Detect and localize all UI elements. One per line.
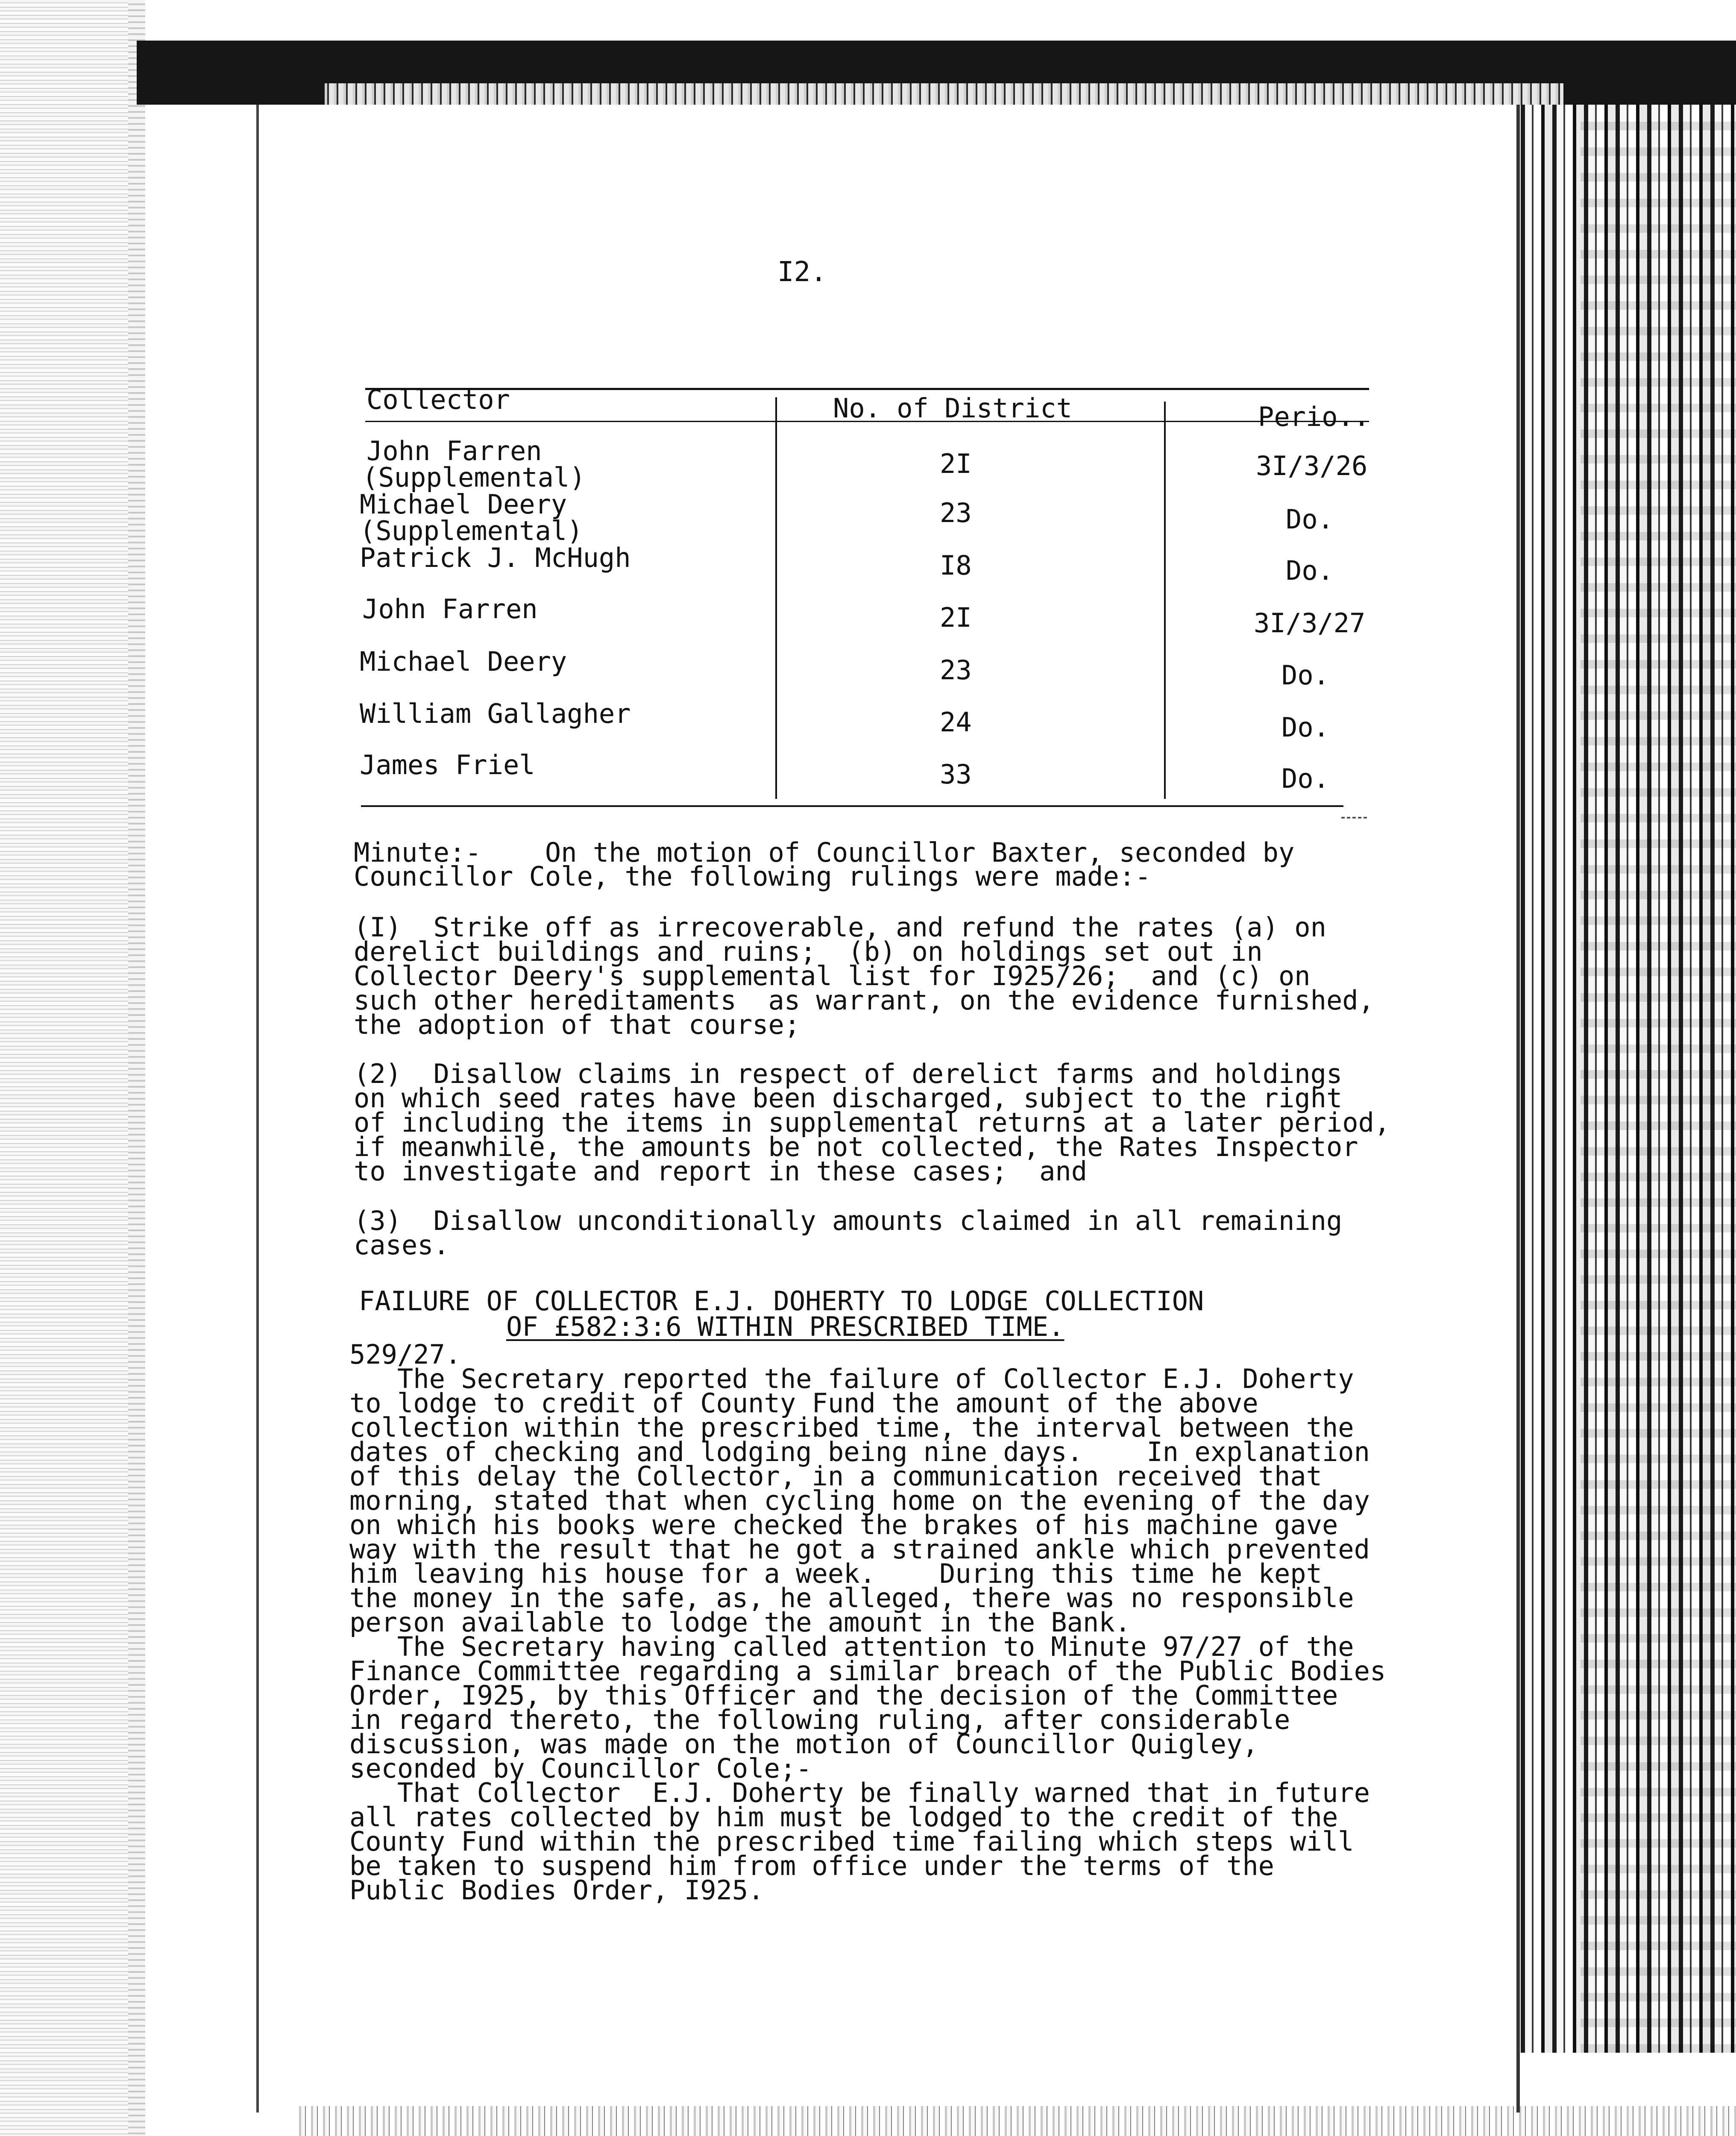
body-line: morning, stated that when cycling home on the evening of the day bbox=[349, 1485, 1370, 1516]
body-line: Finance Committee regarding a similar breach of the Public Bodies bbox=[349, 1655, 1386, 1687]
header-collector: Collector bbox=[367, 384, 510, 415]
row5-district: 23 bbox=[940, 654, 972, 686]
row6-period: Do. bbox=[1281, 712, 1329, 743]
ruling-line: (I) Strike off as irrecoverable, and refund the rates (a) on bbox=[354, 912, 1326, 943]
body-line: Order, I925, by this Officer and the decision of the Committee bbox=[349, 1680, 1338, 1711]
ruling-line: the adoption of that course; bbox=[354, 1009, 801, 1040]
row6-collector: William Gallagher bbox=[360, 698, 631, 729]
ruling-line: if meanwhile, the amounts be not collected, the Rates Inspector bbox=[354, 1131, 1358, 1162]
ruling-line: to investigate and report in these cases; and bbox=[354, 1156, 1088, 1187]
row6-district: 24 bbox=[940, 707, 972, 738]
ruling-line: Collector Deery's supplemental list for I925/26; and (c) on bbox=[354, 960, 1311, 992]
body-line: discussion, was made on the motion of Councillor Quigley, bbox=[349, 1728, 1258, 1760]
page-edge-right bbox=[1516, 105, 1520, 2113]
table-divider-2 bbox=[1164, 402, 1166, 799]
minute-line: Councillor Cole, the following rulings were made:- bbox=[354, 861, 1151, 892]
row7-collector: James Friel bbox=[360, 749, 535, 780]
row4-district: 2I bbox=[940, 602, 972, 633]
row2-collector-note: (Supplemental) bbox=[360, 515, 583, 546]
body-line: dates of checking and lodging being nine days. In explanation bbox=[349, 1436, 1370, 1467]
body-line: Public Bodies Order, I925. bbox=[349, 1875, 764, 1906]
body-line: seconded by Councillor Cole;- bbox=[349, 1753, 812, 1784]
body-line: in regard thereto, the following ruling, after considerable bbox=[349, 1704, 1290, 1735]
body-line: all rates collected by him must be lodged to the credit of the bbox=[349, 1802, 1338, 1833]
table-top-rule bbox=[365, 388, 1369, 390]
ruling-line: derelict buildings and ruins; (b) on holdings set out in bbox=[354, 936, 1263, 967]
row4-period: 3I/3/27 bbox=[1254, 607, 1366, 639]
row5-collector: Michael Deery bbox=[360, 646, 567, 677]
page-number: I2. bbox=[777, 256, 827, 288]
body-line: That Collector E.J. Doherty be finally warned that in future bbox=[349, 1777, 1370, 1808]
row2-collector: Michael Deery bbox=[360, 489, 567, 520]
body-line: the money in the safe, as, he alleged, there was no responsible bbox=[349, 1582, 1354, 1614]
body-line: The Secretary reported the failure of Collector E.J. Doherty bbox=[349, 1363, 1354, 1394]
body-line: of this delay the Collector, in a communication received that bbox=[349, 1461, 1322, 1492]
table-bottom-dash bbox=[1341, 817, 1367, 819]
scan-edge-top-light bbox=[325, 83, 1563, 105]
body-line: collection within the prescribed time, the interval between the bbox=[349, 1412, 1354, 1443]
row3-district: I8 bbox=[940, 550, 972, 581]
body-line: way with the result that he got a strained ankle which prevented bbox=[349, 1534, 1370, 1565]
header-period: Perio.. bbox=[1258, 401, 1370, 432]
scan-edge-left-inner bbox=[128, 0, 145, 2136]
scan-edge-bottom bbox=[299, 2106, 1736, 2136]
row5-period: Do. bbox=[1281, 660, 1329, 691]
row4-collector: John Farren bbox=[362, 593, 538, 625]
minute-line: Minute:- On the motion of Councillor Baxter, seconded by bbox=[354, 837, 1295, 868]
row3-collector: Patrick J. McHugh bbox=[360, 542, 631, 573]
row7-period: Do. bbox=[1281, 763, 1329, 794]
body-line: to lodge to credit of County Fund the amount of the above bbox=[349, 1388, 1258, 1419]
row2-district: 23 bbox=[940, 497, 972, 528]
table-divider-1 bbox=[775, 397, 777, 799]
scan-edge-left bbox=[0, 0, 128, 2136]
row1-collector-note: (Supplemental) bbox=[362, 462, 586, 493]
ruling-line: cases. bbox=[354, 1229, 449, 1261]
heading-line-2: OF £582:3:6 WITHIN PRESCRIBED TIME. bbox=[506, 1311, 1064, 1342]
body-line: The Secretary having called attention to Minute 97/27 of the bbox=[349, 1631, 1354, 1662]
ruling-line: (2) Disallow claims in respect of derelict farms and holdings bbox=[354, 1058, 1343, 1089]
minute-reference: 529/27. bbox=[349, 1339, 461, 1370]
body-line: be taken to suspend him from office under the terms of the bbox=[349, 1850, 1274, 1881]
body-line: person available to lodge the amount in the Bank. bbox=[349, 1607, 1131, 1638]
ruling-line: (3) Disallow unconditionally amounts claimed in all remaining bbox=[354, 1205, 1343, 1236]
row2-period: Do. bbox=[1286, 504, 1334, 535]
row1-period: 3I/3/26 bbox=[1256, 450, 1368, 481]
page-edge-left bbox=[256, 105, 259, 2113]
body-line: County Fund within the prescribed time failing which steps will bbox=[349, 1826, 1354, 1857]
row7-district: 33 bbox=[940, 759, 972, 790]
ruling-line: such other hereditaments as warrant, on the evidence furnished, bbox=[354, 985, 1374, 1016]
ruling-line: of including the items in supplemental returns at a later period, bbox=[354, 1107, 1390, 1138]
header-district: No. of District bbox=[833, 393, 1072, 424]
row1-district: 2I bbox=[940, 448, 972, 479]
binder-shade bbox=[1581, 105, 1736, 2053]
row1-collector: John Farren bbox=[367, 435, 542, 467]
heading-line-1: FAILURE OF COLLECTOR E.J. DOHERTY TO LODGE COLLECTION bbox=[359, 1285, 1204, 1317]
ruling-line: on which seed rates have been discharged, subject to the right bbox=[354, 1083, 1343, 1114]
row3-period: Do. bbox=[1286, 555, 1334, 586]
table-bottom-rule bbox=[361, 805, 1343, 807]
body-line: him leaving his house for a week. During this time he kept bbox=[349, 1558, 1322, 1589]
body-line: on which his books were checked the brakes of his machine gave bbox=[349, 1509, 1338, 1540]
